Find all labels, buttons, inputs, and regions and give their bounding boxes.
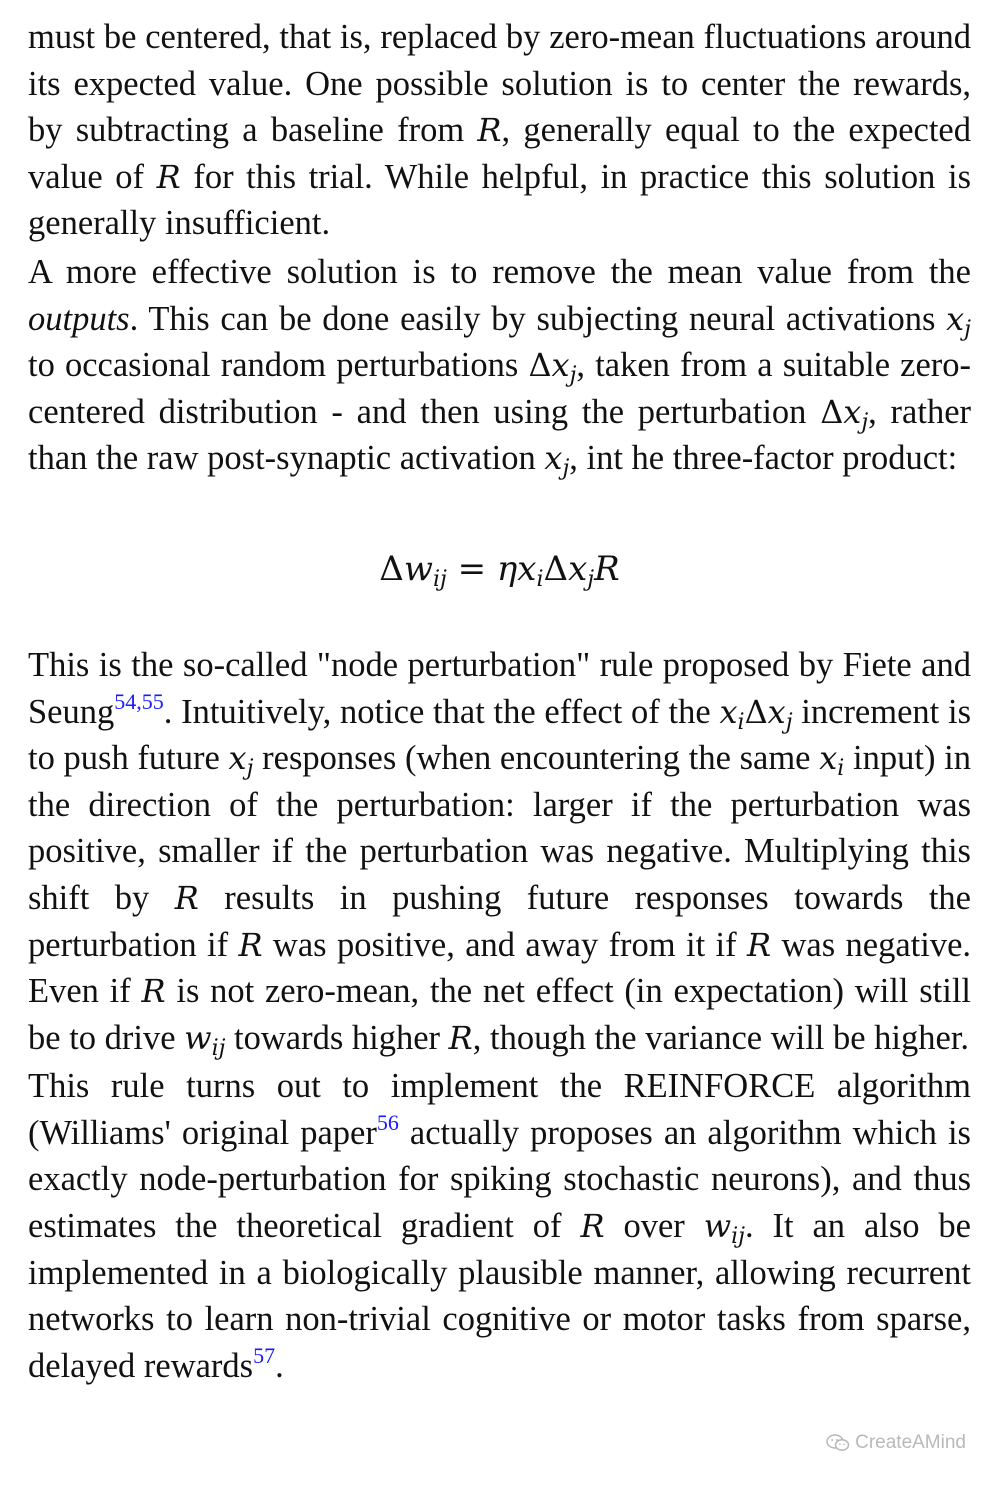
math-xj: $x_j$ (544, 439, 570, 482)
citation-link[interactable]: 56 (376, 1109, 399, 1135)
math-R: R (747, 925, 772, 964)
citation-link[interactable]: 54,55 (114, 688, 164, 714)
math-R: R (141, 972, 166, 1011)
math-wij: $w_{ij}$ (184, 1018, 226, 1061)
emphasis-outputs: outputs (28, 299, 130, 338)
math-R: R (477, 111, 502, 150)
math-delta-xj: $\Delta x_j$ (528, 346, 577, 389)
math-R: R (448, 1018, 473, 1057)
paragraph-reinforce: This rule turns out to implement the REINFORCE algorithm (Williams' original paper$^{56}$ actually proposes an algorithm which is exactly node-perturbation for spiking stochastic neurons), and thus estimates the theoretical gradient of R over $w_{ij}$. It an also be implemented in a biologically plausible manner, allowing recurrent networks to learn non-trivial cognitive or motor tasks from sparse, delayed rewards$^{57}$. (28, 1067, 971, 1385)
paragraph-baseline: must be centered, that is, replaced by zero-mean fluctuations around its expected value. One possible solution is to center the rewards, by subtracting a baseline from R, generally equal to the expected value of R for this trial. While helpful, in practice this solution is generally insufficient. (28, 18, 971, 243)
paragraph-node-perturbation-rule: This is the so-called "node perturbation" rule proposed by Fiete and Seung$^{54,55}$. Intuitively, notice that the effect of the $x_i\Delta x_j$ increment is to push future $x_j$ responses (when encountering the same $x_i$ input) in the direction of the perturbation: larger if the perturbation was positive, smaller if the perturbation was negative. Multiplying this shift by R results in pushing future responses towards the perturbation if R was positive, and away from it if R was negative. Even if R is not zero-mean, the net effect (in expectation) will still be to drive $w_{ij}$ towards higher R, though the variance will be higher. (28, 645, 972, 1061)
watermark (826, 1432, 966, 1454)
paper-page (28, 14, 971, 1389)
citation-link[interactable]: 57 (253, 1342, 276, 1368)
equation-node-perturbation: $\Delta w_{ij} = \eta x_i\Delta x_jR$ (379, 548, 620, 592)
paragraph-output-perturbation: A more effective solution is to remove the mean value from the outputs. This can be done easily by subjecting neural activations $x_j$ to occasional random perturbations $\Delta x_j$, taken from a suitable zero-centered distribution - and then using the perturbation $\Delta x_j$, rather than the raw post-synaptic activation $x_j$, int he three-factor product: (28, 252, 972, 482)
math-xi-delta-xj: $x_i\Delta x_j$ (719, 692, 793, 735)
wechat-icon (826, 1434, 850, 1452)
math-R: R (238, 925, 263, 964)
math-R: R (580, 1207, 605, 1246)
math-xi: $x_i$ (819, 739, 845, 782)
math-R: R (174, 878, 199, 917)
watermark-text: CreateAMind (855, 1432, 966, 1453)
math-delta-xj: $\Delta x_j$ (820, 392, 869, 435)
math-xj: $x_j$ (228, 739, 254, 782)
math-xj: $x_j$ (946, 299, 971, 342)
math-R: R (156, 157, 181, 196)
math-wij: $w_{ij}$ (703, 1207, 745, 1250)
